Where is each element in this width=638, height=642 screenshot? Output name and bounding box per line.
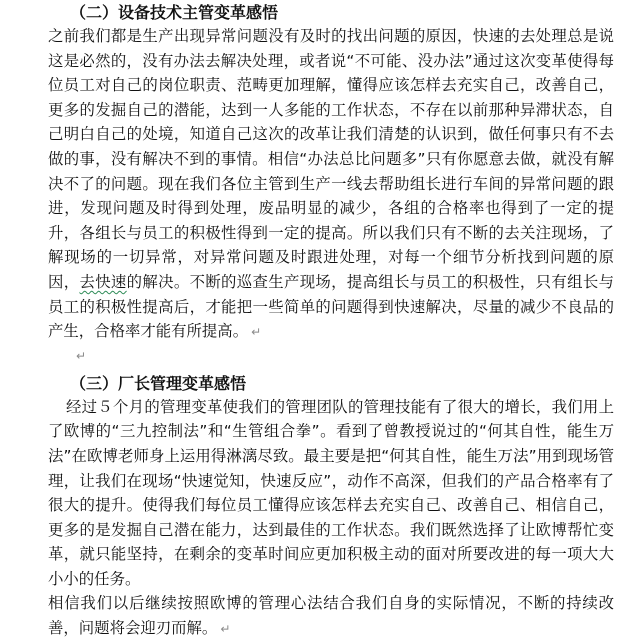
section-heading-equipment: （二）设备技术主管变革感悟 [70, 3, 279, 22]
paragraph-factory-1 [48, 395, 614, 592]
paragraph-text: 之前我们都是生产出现异常问题没有及时的找出问题的原因，快速的去处理总是说这是必然的，没有办法去解决处理，或者说“不可能、没办法”通过这次变革使得每位员工对自己的岗位职责、范畴更加理解，懂得应该怎样去充实自己，改善自己，更多的发掘自己的潜能，达到一人多能的工作状态，不存在以前那种异滞状态，自己明白自己的处境，知道自己这次的改革让我们清楚的认识到，做任何事只有不去做的事，没有解决不到的事情。相信“办法总比问题多”只有你愿意去做，就没有解决不了的问题。现在我们各位主管到生产一线去帮助组长进行车间的异常问题的跟进，发现问题及时得到处理，废品明显的减少，各组的合格率也得到了一定的提升，各组长与员工的积极性得到一定的提高。所以我们只有不断的去关注现场，了解现场的一切异常，对异常问题及时跟进处理，对每一个细节分析找到问题的原因， [48, 27, 614, 291]
paragraph-text: 经过５个月的管理变革使我们的管理团队的管理技能有了很大的增长，我们用上了欧博的“三九控制法”和“生管组合拳”。看到了曾教授说过的“何其自性，能生万法”在欧博老师身上运用得淋漓尽致。最主要是把“何其自性，能生万法”用到现场管理，让我们在现场“快速觉知，快速反应”，动作不高深，但我们的产品合格率有了很大的提升。使得我们每位员工懂得应该怎样去充实自己、改善自己、相信自己，更多的是发掘自己潜在能力，达到最佳的工作状态。我们既然选择了让欧博帮忙变革，就只能坚持，在剩余的变革时间应更加积极主动的面对所要改进的每一项大大小小的任务。 [48, 397, 614, 588]
spellcheck-squiggle: 去快速 [79, 272, 127, 291]
paragraph-mark-icon: ↵ [76, 348, 87, 363]
paragraph-mark-icon: ↵ [220, 622, 231, 637]
section-heading-factory: （三）厂长管理变革感悟 [70, 373, 247, 393]
paragraph-equipment [48, 24, 614, 345]
paragraph-mark-icon: ↵ [251, 325, 262, 340]
paragraph-factory-2 [48, 591, 614, 641]
empty-paragraph [66, 345, 614, 367]
paragraph-text: 相信我们以后继续按照欧博的管理心法结合我们自身的实际情况，不断的持续改善，问题将会迎刃而解。 [48, 594, 614, 638]
paragraph-text-tail: 的解决。不断的巡查生产现场，提高组长与员工的积极性，只有组长与员工的积极性提高后，才能把一些简单的问题得到快速解决，尽量的减少不良品的产生，合格率才能有所提高。 [48, 272, 614, 341]
